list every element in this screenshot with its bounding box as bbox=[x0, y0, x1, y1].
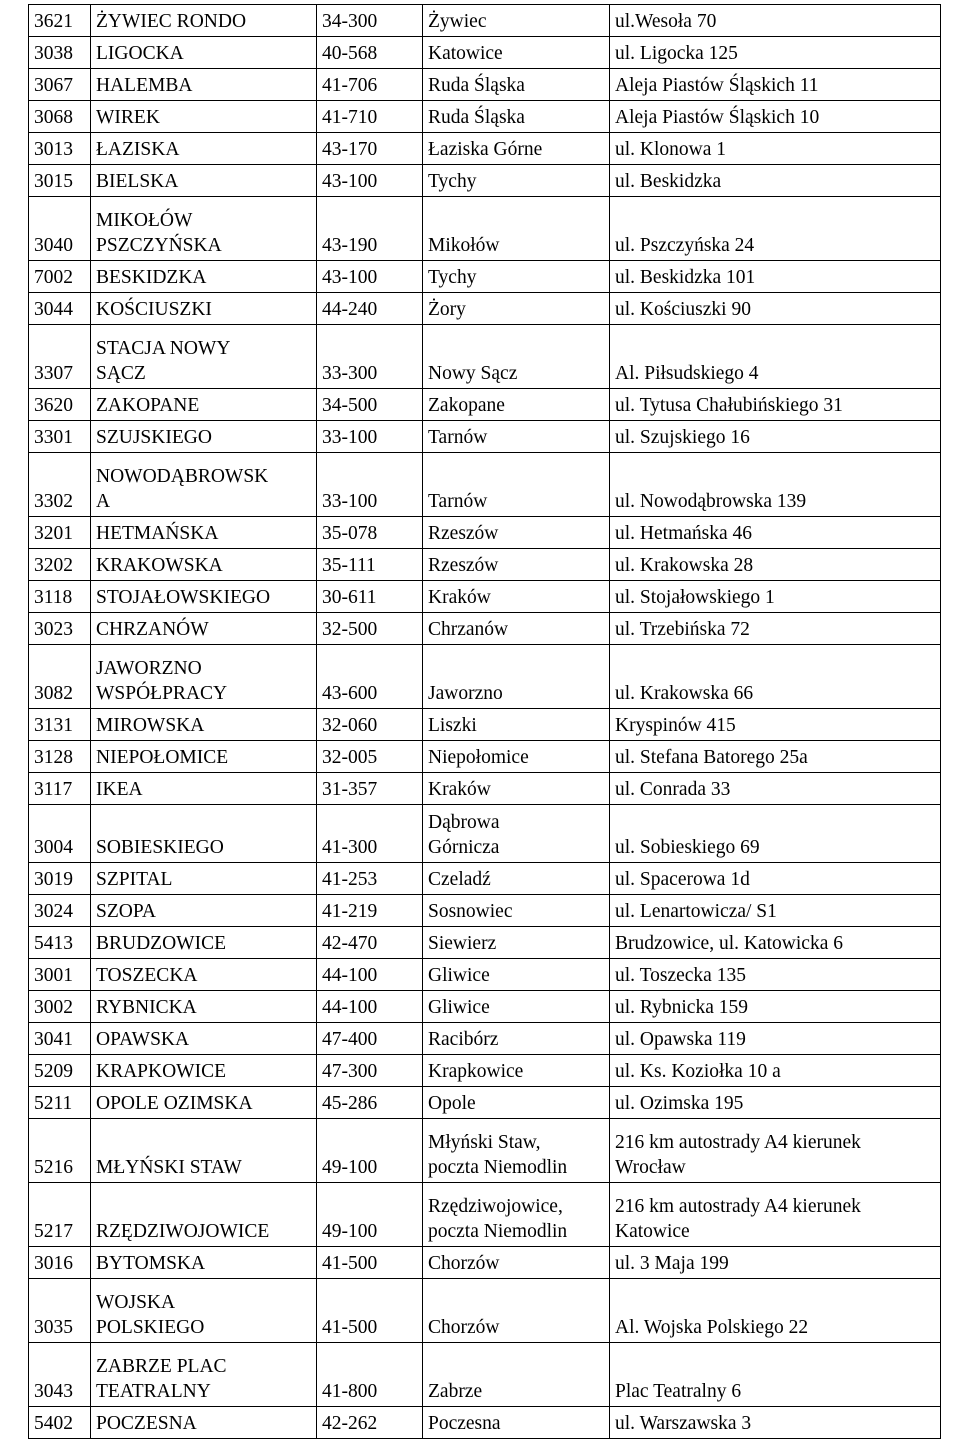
table-row bbox=[29, 959, 941, 991]
station-name-cell: SOBIESKIEGO bbox=[91, 805, 317, 863]
address-cell: ul. Krakowska 28 bbox=[610, 549, 941, 581]
station-id-cell: 3035 bbox=[29, 1279, 91, 1343]
station-id-cell: 3067 bbox=[29, 69, 91, 101]
table-row bbox=[29, 1119, 941, 1183]
station-name-cell: STOJAŁOWSKIEGO bbox=[91, 581, 317, 613]
station-id-cell: 3015 bbox=[29, 165, 91, 197]
address-cell: ul. Ligocka 125 bbox=[610, 37, 941, 69]
station-name-cell: BYTOMSKA bbox=[91, 1247, 317, 1279]
address-cell: Brudzowice, ul. Katowicka 6 bbox=[610, 927, 941, 959]
table-row bbox=[29, 863, 941, 895]
address-cell: 216 km autostrady A4 kierunek Katowice bbox=[610, 1183, 941, 1247]
table-row bbox=[29, 645, 941, 709]
station-id-cell: 3118 bbox=[29, 581, 91, 613]
station-name-cell: KOŚCIUSZKI bbox=[91, 293, 317, 325]
city-cell: Tychy bbox=[423, 165, 610, 197]
station-id-cell: 5209 bbox=[29, 1055, 91, 1087]
table-row bbox=[29, 1407, 941, 1439]
station-name-cell: RYBNICKA bbox=[91, 991, 317, 1023]
postal-code-cell: 34-500 bbox=[317, 389, 423, 421]
city-cell: Żywiec bbox=[423, 5, 610, 37]
station-id-cell: 5217 bbox=[29, 1183, 91, 1247]
postal-code-cell: 33-100 bbox=[317, 453, 423, 517]
station-name-cell: OPAWSKA bbox=[91, 1023, 317, 1055]
postal-code-cell: 43-100 bbox=[317, 165, 423, 197]
postal-code-cell: 32-500 bbox=[317, 613, 423, 645]
station-table bbox=[28, 4, 941, 1439]
city-cell: Zabrze bbox=[423, 1343, 610, 1407]
table-row bbox=[29, 1343, 941, 1407]
station-id-cell: 7002 bbox=[29, 261, 91, 293]
postal-code-cell: 40-568 bbox=[317, 37, 423, 69]
table-row bbox=[29, 37, 941, 69]
table-row bbox=[29, 5, 941, 37]
station-id-cell: 3201 bbox=[29, 517, 91, 549]
address-cell: ul. Lenartowicza/ S1 bbox=[610, 895, 941, 927]
table-row bbox=[29, 293, 941, 325]
table-row bbox=[29, 261, 941, 293]
address-cell: ul. Ks. Koziołka 10 a bbox=[610, 1055, 941, 1087]
address-cell: 216 km autostrady A4 kierunek Wrocław bbox=[610, 1119, 941, 1183]
postal-code-cell: 32-060 bbox=[317, 709, 423, 741]
city-cell: Gliwice bbox=[423, 959, 610, 991]
address-cell: ul. Klonowa 1 bbox=[610, 133, 941, 165]
station-name-cell: HETMAŃSKA bbox=[91, 517, 317, 549]
table-row bbox=[29, 165, 941, 197]
station-name-cell: HALEMBA bbox=[91, 69, 317, 101]
station-name-cell: KRAKOWSKA bbox=[91, 549, 317, 581]
postal-code-cell: 45-286 bbox=[317, 1087, 423, 1119]
address-cell: ul. Kościuszki 90 bbox=[610, 293, 941, 325]
station-name-cell: JAWORZNO WSPÓŁPRACY bbox=[91, 645, 317, 709]
postal-code-cell: 32-005 bbox=[317, 741, 423, 773]
station-name-cell: ŁAZISKA bbox=[91, 133, 317, 165]
city-cell: Rzeszów bbox=[423, 549, 610, 581]
postal-code-cell: 43-600 bbox=[317, 645, 423, 709]
station-id-cell: 3117 bbox=[29, 773, 91, 805]
station-id-cell: 3044 bbox=[29, 293, 91, 325]
table-row bbox=[29, 991, 941, 1023]
station-name-cell: SZOPA bbox=[91, 895, 317, 927]
station-name-cell: MŁYŃSKI STAW bbox=[91, 1119, 317, 1183]
city-cell: Ruda Śląska bbox=[423, 69, 610, 101]
address-cell: ul. Beskidzka 101 bbox=[610, 261, 941, 293]
city-cell: Tarnów bbox=[423, 453, 610, 517]
station-id-cell: 3620 bbox=[29, 389, 91, 421]
station-id-cell: 3024 bbox=[29, 895, 91, 927]
city-cell: Zakopane bbox=[423, 389, 610, 421]
table-row bbox=[29, 133, 941, 165]
station-id-cell: 3131 bbox=[29, 709, 91, 741]
station-id-cell: 3023 bbox=[29, 613, 91, 645]
address-cell: ul. Nowodąbrowska 139 bbox=[610, 453, 941, 517]
table-row bbox=[29, 927, 941, 959]
station-id-cell: 5413 bbox=[29, 927, 91, 959]
table-row bbox=[29, 805, 941, 863]
postal-code-cell: 41-710 bbox=[317, 101, 423, 133]
city-cell: Siewierz bbox=[423, 927, 610, 959]
address-cell: ul. 3 Maja 199 bbox=[610, 1247, 941, 1279]
station-name-cell: BIELSKA bbox=[91, 165, 317, 197]
postal-code-cell: 41-219 bbox=[317, 895, 423, 927]
postal-code-cell: 43-100 bbox=[317, 261, 423, 293]
city-cell: Rzeszów bbox=[423, 517, 610, 549]
station-name-cell: SZUJSKIEGO bbox=[91, 421, 317, 453]
address-cell: Plac Teatralny 6 bbox=[610, 1343, 941, 1407]
station-id-cell: 5216 bbox=[29, 1119, 91, 1183]
table-row bbox=[29, 1023, 941, 1055]
address-cell: ul. Toszecka 135 bbox=[610, 959, 941, 991]
postal-code-cell: 35-111 bbox=[317, 549, 423, 581]
city-cell: Tychy bbox=[423, 261, 610, 293]
postal-code-cell: 41-800 bbox=[317, 1343, 423, 1407]
postal-code-cell: 47-400 bbox=[317, 1023, 423, 1055]
station-id-cell: 3004 bbox=[29, 805, 91, 863]
station-name-cell: KRAPKOWICE bbox=[91, 1055, 317, 1087]
station-name-cell: MIKOŁÓW PSZCZYŃSKA bbox=[91, 197, 317, 261]
station-id-cell: 3068 bbox=[29, 101, 91, 133]
city-cell: Opole bbox=[423, 1087, 610, 1119]
city-cell: Mikołów bbox=[423, 197, 610, 261]
table-row bbox=[29, 709, 941, 741]
postal-code-cell: 41-253 bbox=[317, 863, 423, 895]
table-row bbox=[29, 1247, 941, 1279]
address-cell: ul. Szujskiego 16 bbox=[610, 421, 941, 453]
city-cell: Poczesna bbox=[423, 1407, 610, 1439]
station-id-cell: 3302 bbox=[29, 453, 91, 517]
station-id-cell: 5402 bbox=[29, 1407, 91, 1439]
postal-code-cell: 43-190 bbox=[317, 197, 423, 261]
station-name-cell: OPOLE OZIMSKA bbox=[91, 1087, 317, 1119]
postal-code-cell: 49-100 bbox=[317, 1183, 423, 1247]
station-name-cell: NOWODĄBROWSK A bbox=[91, 453, 317, 517]
city-cell: Niepołomice bbox=[423, 741, 610, 773]
postal-code-cell: 42-470 bbox=[317, 927, 423, 959]
table-row bbox=[29, 581, 941, 613]
station-id-cell: 3307 bbox=[29, 325, 91, 389]
postal-code-cell: 35-078 bbox=[317, 517, 423, 549]
postal-code-cell: 33-300 bbox=[317, 325, 423, 389]
address-cell: ul. Tytusa Chałubińskiego 31 bbox=[610, 389, 941, 421]
station-name-cell: WOJSKA POLSKIEGO bbox=[91, 1279, 317, 1343]
postal-code-cell: 41-300 bbox=[317, 805, 423, 863]
table-row bbox=[29, 1183, 941, 1247]
address-cell: ul. Stojałowskiego 1 bbox=[610, 581, 941, 613]
station-id-cell: 3038 bbox=[29, 37, 91, 69]
city-cell: Sosnowiec bbox=[423, 895, 610, 927]
station-id-cell: 3043 bbox=[29, 1343, 91, 1407]
station-name-cell: CHRZANÓW bbox=[91, 613, 317, 645]
city-cell: Nowy Sącz bbox=[423, 325, 610, 389]
station-name-cell: ŻYWIEC RONDO bbox=[91, 5, 317, 37]
address-cell: ul.Wesoła 70 bbox=[610, 5, 941, 37]
address-cell: ul. Krakowska 66 bbox=[610, 645, 941, 709]
address-cell: ul. Hetmańska 46 bbox=[610, 517, 941, 549]
postal-code-cell: 44-100 bbox=[317, 959, 423, 991]
postal-code-cell: 42-262 bbox=[317, 1407, 423, 1439]
postal-code-cell: 41-500 bbox=[317, 1279, 423, 1343]
table-row bbox=[29, 1279, 941, 1343]
address-cell: Kryspinów 415 bbox=[610, 709, 941, 741]
city-cell: Kraków bbox=[423, 773, 610, 805]
station-name-cell: BESKIDZKA bbox=[91, 261, 317, 293]
city-cell: Łaziska Górne bbox=[423, 133, 610, 165]
station-name-cell: STACJA NOWY SĄCZ bbox=[91, 325, 317, 389]
postal-code-cell: 49-100 bbox=[317, 1119, 423, 1183]
city-cell: Chorzów bbox=[423, 1279, 610, 1343]
station-id-cell: 3621 bbox=[29, 5, 91, 37]
table-row bbox=[29, 549, 941, 581]
postal-code-cell: 41-500 bbox=[317, 1247, 423, 1279]
station-id-cell: 3001 bbox=[29, 959, 91, 991]
postal-code-cell: 31-357 bbox=[317, 773, 423, 805]
address-cell: Aleja Piastów Śląskich 10 bbox=[610, 101, 941, 133]
city-cell: Katowice bbox=[423, 37, 610, 69]
table-row bbox=[29, 895, 941, 927]
city-cell: Rzędziwojowice, poczta Niemodlin bbox=[423, 1183, 610, 1247]
station-name-cell: POCZESNA bbox=[91, 1407, 317, 1439]
table-row bbox=[29, 453, 941, 517]
address-cell: ul. Beskidzka bbox=[610, 165, 941, 197]
city-cell: Krapkowice bbox=[423, 1055, 610, 1087]
station-id-cell: 3082 bbox=[29, 645, 91, 709]
address-cell: ul. Spacerowa 1d bbox=[610, 863, 941, 895]
city-cell: Czeladź bbox=[423, 863, 610, 895]
city-cell: Dąbrowa Górnicza bbox=[423, 805, 610, 863]
city-cell: Chrzanów bbox=[423, 613, 610, 645]
city-cell: Gliwice bbox=[423, 991, 610, 1023]
postal-code-cell: 47-300 bbox=[317, 1055, 423, 1087]
address-cell: ul. Conrada 33 bbox=[610, 773, 941, 805]
postal-code-cell: 43-170 bbox=[317, 133, 423, 165]
postal-code-cell: 33-100 bbox=[317, 421, 423, 453]
city-cell: Jaworzno bbox=[423, 645, 610, 709]
station-name-cell: BRUDZOWICE bbox=[91, 927, 317, 959]
city-cell: Racibórz bbox=[423, 1023, 610, 1055]
station-id-cell: 3002 bbox=[29, 991, 91, 1023]
station-id-cell: 3041 bbox=[29, 1023, 91, 1055]
table-row bbox=[29, 741, 941, 773]
station-name-cell: MIROWSKA bbox=[91, 709, 317, 741]
table-row bbox=[29, 613, 941, 645]
address-cell: ul. Warszawska 3 bbox=[610, 1407, 941, 1439]
city-cell: Liszki bbox=[423, 709, 610, 741]
table-row bbox=[29, 773, 941, 805]
postal-code-cell: 34-300 bbox=[317, 5, 423, 37]
city-cell: Tarnów bbox=[423, 421, 610, 453]
address-cell: ul. Opawska 119 bbox=[610, 1023, 941, 1055]
address-cell: ul. Pszczyńska 24 bbox=[610, 197, 941, 261]
table-row bbox=[29, 197, 941, 261]
postal-code-cell: 44-100 bbox=[317, 991, 423, 1023]
postal-code-cell: 30-611 bbox=[317, 581, 423, 613]
table-row bbox=[29, 389, 941, 421]
table-row bbox=[29, 517, 941, 549]
postal-code-cell: 41-706 bbox=[317, 69, 423, 101]
address-cell: ul. Trzebińska 72 bbox=[610, 613, 941, 645]
station-id-cell: 3301 bbox=[29, 421, 91, 453]
city-cell: Młyński Staw, poczta Niemodlin bbox=[423, 1119, 610, 1183]
address-cell: ul. Stefana Batorego 25a bbox=[610, 741, 941, 773]
table-row bbox=[29, 1087, 941, 1119]
address-cell: Al. Piłsudskiego 4 bbox=[610, 325, 941, 389]
station-name-cell: NIEPOŁOMICE bbox=[91, 741, 317, 773]
city-cell: Żory bbox=[423, 293, 610, 325]
city-cell: Kraków bbox=[423, 581, 610, 613]
station-name-cell: ZABRZE PLAC TEATRALNY bbox=[91, 1343, 317, 1407]
station-name-cell: IKEA bbox=[91, 773, 317, 805]
station-id-cell: 5211 bbox=[29, 1087, 91, 1119]
station-id-cell: 3128 bbox=[29, 741, 91, 773]
table-row bbox=[29, 421, 941, 453]
station-name-cell: TOSZECKA bbox=[91, 959, 317, 991]
station-name-cell: ZAKOPANE bbox=[91, 389, 317, 421]
table-row bbox=[29, 1055, 941, 1087]
address-cell: Aleja Piastów Śląskich 11 bbox=[610, 69, 941, 101]
table-row bbox=[29, 101, 941, 133]
table-row bbox=[29, 69, 941, 101]
address-cell: ul. Ozimska 195 bbox=[610, 1087, 941, 1119]
station-id-cell: 3013 bbox=[29, 133, 91, 165]
table-row bbox=[29, 325, 941, 389]
station-name-cell: RZĘDZIWOJOWICE bbox=[91, 1183, 317, 1247]
city-cell: Ruda Śląska bbox=[423, 101, 610, 133]
station-table-body bbox=[29, 5, 941, 1439]
station-id-cell: 3040 bbox=[29, 197, 91, 261]
station-name-cell: SZPITAL bbox=[91, 863, 317, 895]
address-cell: ul. Sobieskiego 69 bbox=[610, 805, 941, 863]
address-cell: ul. Rybnicka 159 bbox=[610, 991, 941, 1023]
city-cell: Chorzów bbox=[423, 1247, 610, 1279]
station-id-cell: 3016 bbox=[29, 1247, 91, 1279]
station-name-cell: LIGOCKA bbox=[91, 37, 317, 69]
station-id-cell: 3202 bbox=[29, 549, 91, 581]
postal-code-cell: 44-240 bbox=[317, 293, 423, 325]
station-name-cell: WIREK bbox=[91, 101, 317, 133]
station-id-cell: 3019 bbox=[29, 863, 91, 895]
address-cell: Al. Wojska Polskiego 22 bbox=[610, 1279, 941, 1343]
